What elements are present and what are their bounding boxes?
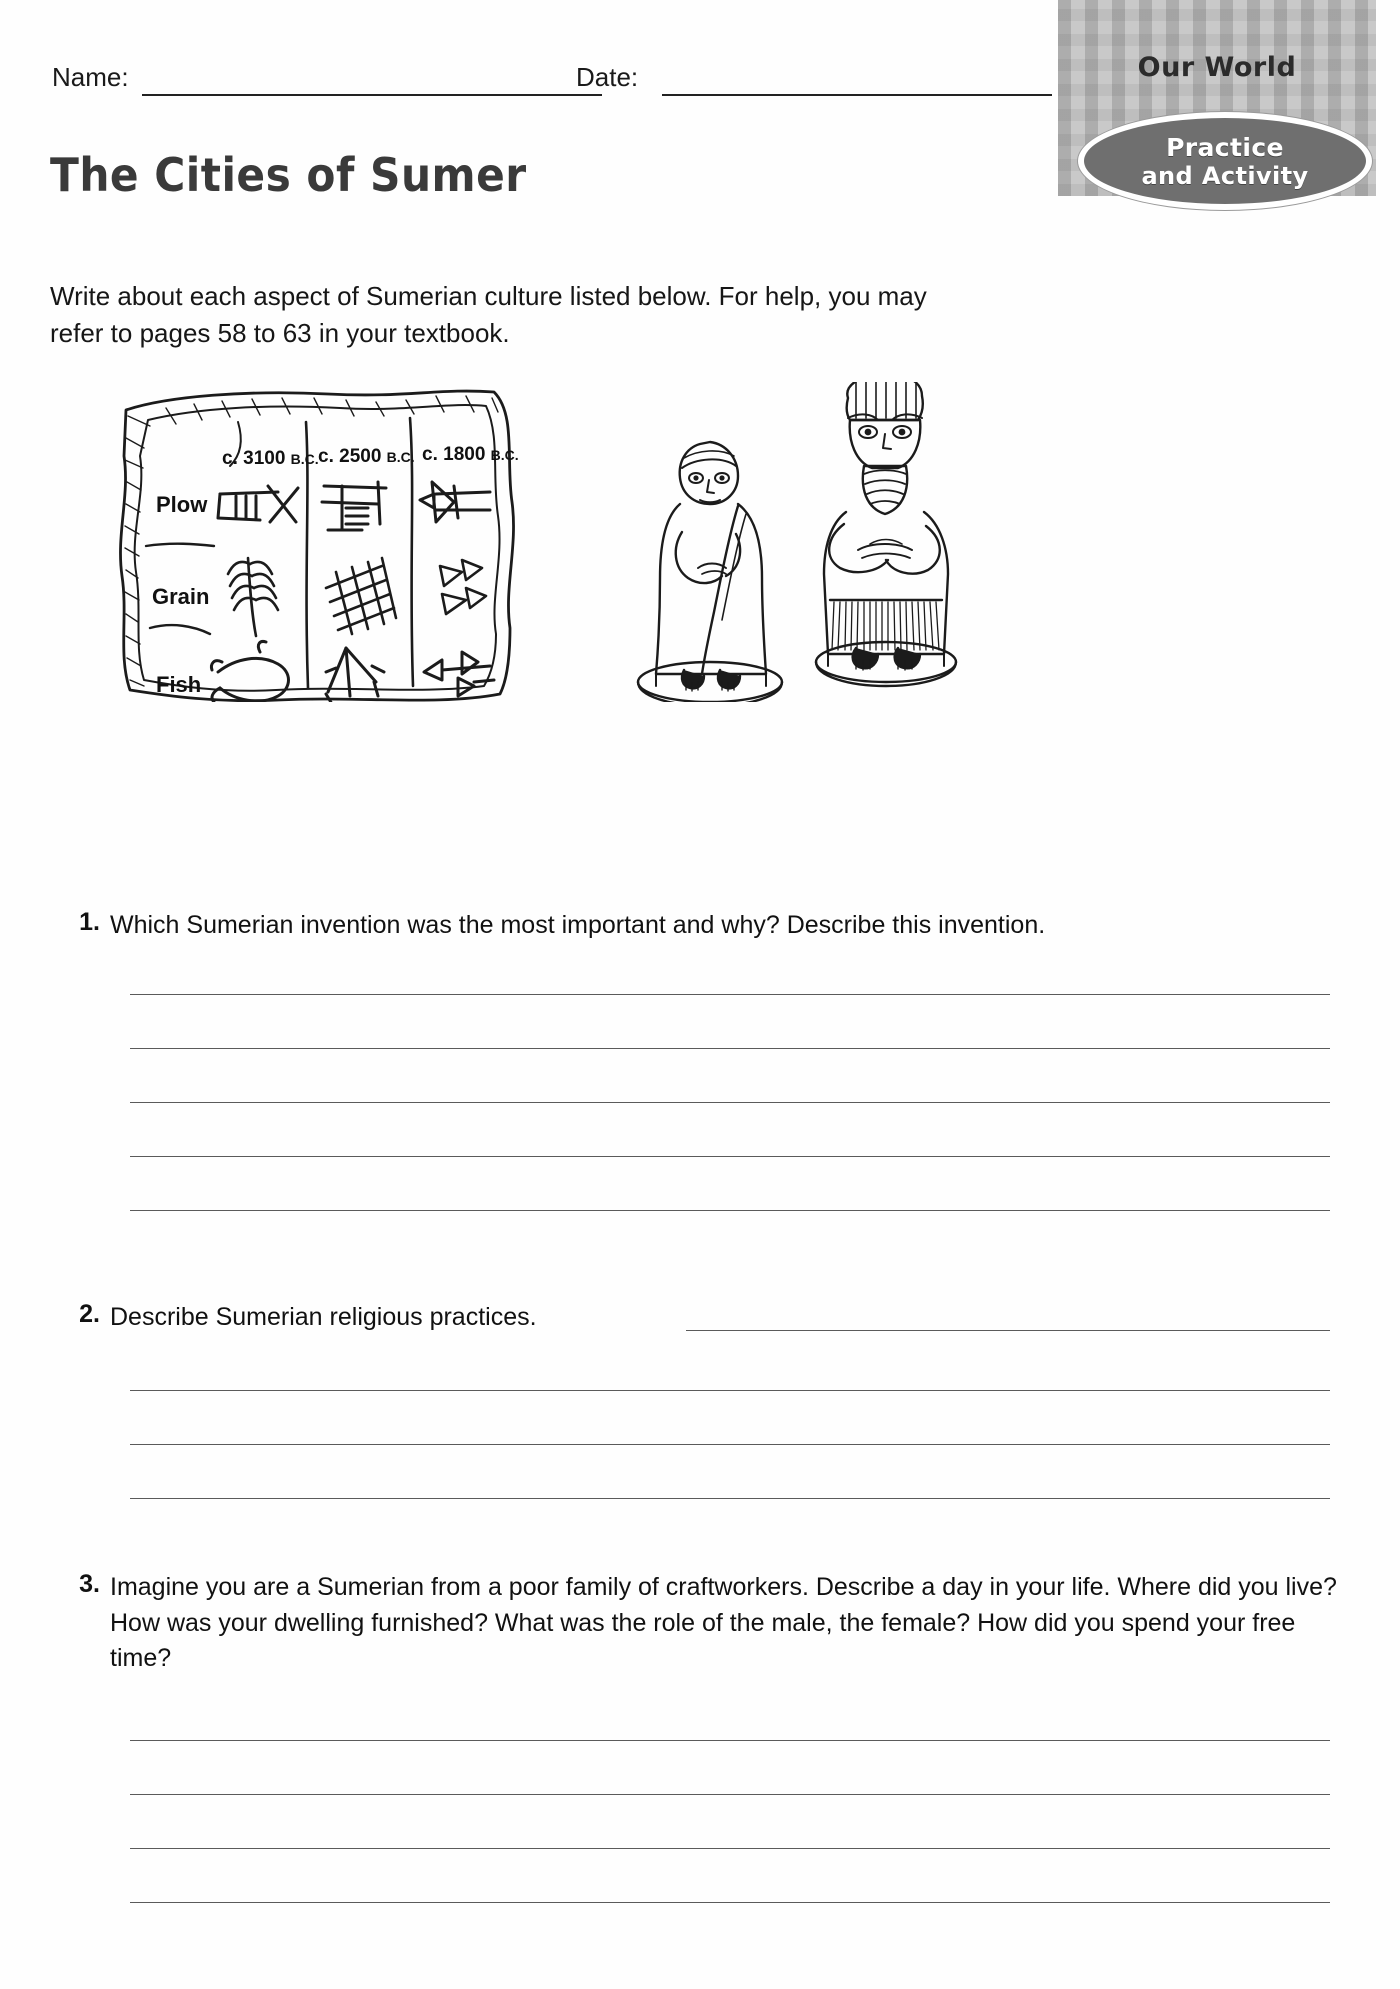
tablet-row-label-grain: Grain (152, 584, 210, 609)
question-1-number: 1. (79, 908, 100, 936)
question-3-text: Imagine you are a Sumerian from a poor family of craftworkers. Describe a day in your life. Where did you live? How was your dwelling furnished? What was the role of the male, the female? How did you spend your free time? (110, 1573, 1337, 1672)
tablet-row-label-fish: Fish (156, 672, 202, 697)
question-2-inline-answer-line[interactable] (686, 1330, 1330, 1331)
badge-line-2: and Activity (1141, 161, 1309, 190)
brand-badge (1058, 0, 1376, 196)
question-1-text: Which Sumerian invention was the most important and why? Describe this invention. (110, 911, 1046, 939)
practice-activity-oval (1078, 112, 1372, 210)
statue-female (638, 442, 782, 702)
question-3-answer-lines (130, 1700, 1330, 1940)
glyph-grain-2500 (326, 558, 396, 634)
tablet-col-label-1: c. 3100 B.C. (222, 448, 319, 469)
glyph-grain-3100 (228, 558, 278, 636)
answer-line[interactable] (130, 1498, 1330, 1499)
statue-male (816, 382, 956, 686)
brand-title: Our World (1137, 52, 1297, 83)
glyph-plow-3100 (218, 486, 298, 522)
answer-line[interactable] (130, 1444, 1330, 1445)
answer-line[interactable] (130, 1740, 1330, 1741)
answer-line[interactable] (130, 1794, 1330, 1795)
name-date-row (52, 62, 1052, 98)
glyph-fish-2500 (326, 648, 384, 702)
question-1-answer-lines (130, 960, 1330, 1250)
answer-line[interactable] (130, 1210, 1330, 1211)
answer-line[interactable] (130, 1390, 1330, 1391)
question-1 (66, 908, 1356, 944)
illustration-svg (110, 382, 1170, 702)
glyph-fish-3100 (211, 641, 288, 702)
answer-line[interactable] (130, 1848, 1330, 1849)
answer-line[interactable] (130, 1102, 1330, 1103)
tablet-row-label-plow: Plow (156, 492, 208, 517)
question-2-text: Describe Sumerian religious practices. (110, 1303, 537, 1331)
badge-line-1: Practice (1166, 132, 1284, 162)
instructions: Write about each aspect of Sumerian culture listed below. For help, you may refer to pages 58 to 63 in your textbook. (50, 281, 927, 348)
tablet-col-label-2: c. 2500 B.C. (318, 446, 415, 467)
answer-line[interactable] (130, 994, 1330, 995)
answer-line[interactable] (130, 1048, 1330, 1049)
date-input-line[interactable] (662, 94, 1052, 96)
question-3-number: 3. (79, 1570, 100, 1598)
question-3 (66, 1570, 1366, 1677)
date-label: Date: (576, 62, 639, 92)
glyph-plow-2500 (322, 482, 386, 530)
question-2-answer-lines (130, 1352, 1330, 1532)
name-label: Name: (52, 62, 129, 92)
sumerian-statues (638, 382, 956, 702)
glyph-plow-1800 (420, 482, 490, 522)
answer-line[interactable] (130, 1902, 1330, 1903)
illustration-band (110, 382, 1170, 702)
question-2-number: 2. (79, 1300, 100, 1328)
page-title: The Cities of Sumer (50, 148, 527, 202)
name-input-line[interactable] (142, 94, 602, 96)
tablet-col-label-3: c. 1800 B.C. (422, 444, 519, 465)
cuneiform-tablet (120, 391, 518, 702)
answer-line[interactable] (130, 1156, 1330, 1157)
glyph-grain-1800 (440, 560, 486, 614)
